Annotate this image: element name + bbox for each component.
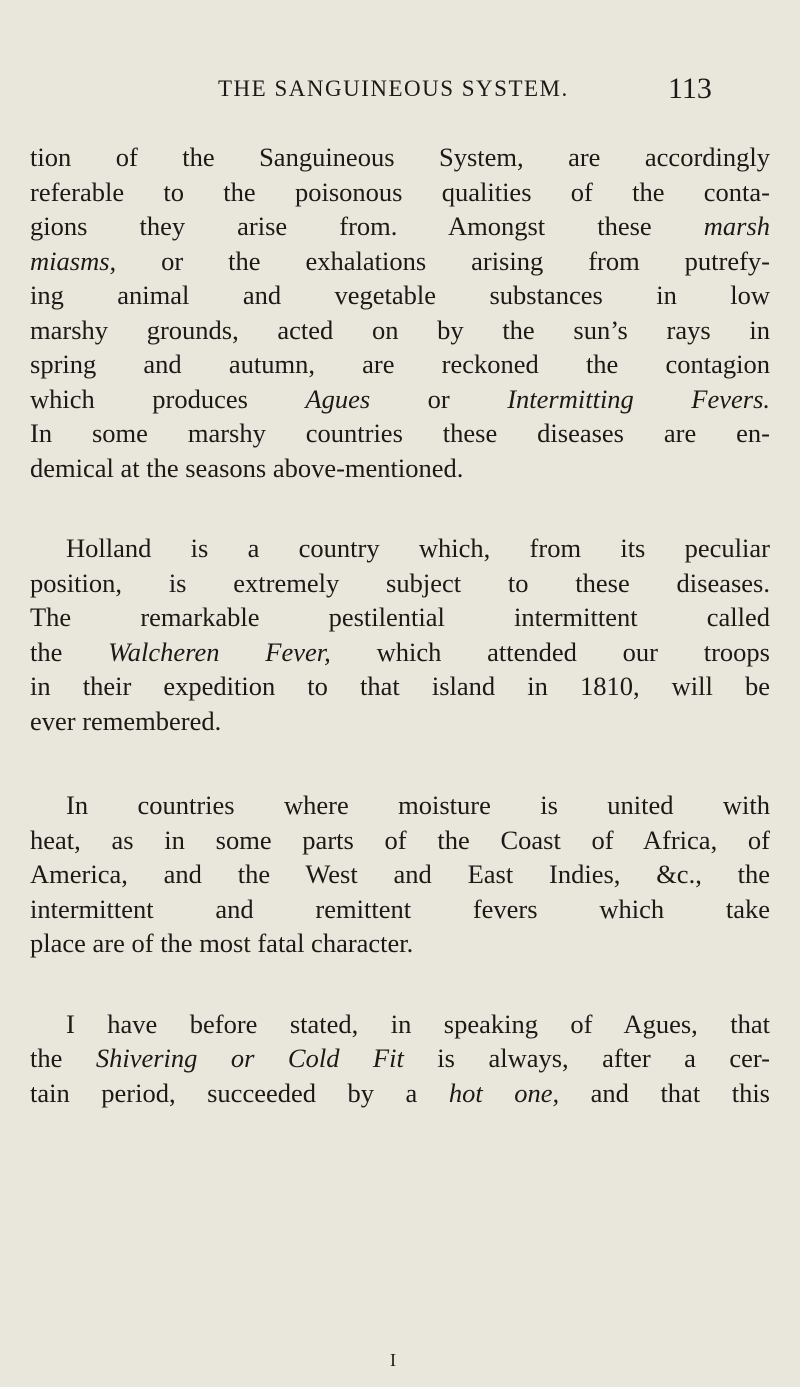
running-title: THE SANGUINEOUS SYSTEM. [218, 76, 569, 101]
text-line: marshy grounds, acted on by the sun’s rays in [30, 314, 770, 345]
text-line: ever remembered. [30, 705, 222, 736]
text-run: is always, after a cer- [437, 1043, 770, 1073]
text-run: tain period, succeeded by a [30, 1077, 418, 1108]
text-run: the [30, 1043, 63, 1073]
text-run: the [30, 636, 63, 667]
text-line [30, 1076, 770, 1111]
signature-mark: I [390, 1350, 396, 1370]
text-line: position, is extremely subject to these diseases. [30, 567, 770, 598]
text-run: and that this [590, 1077, 770, 1108]
italic-term: marsh [703, 211, 771, 241]
text-line: heat, as in some parts of the Coast of Africa, of [30, 824, 770, 855]
text-line [30, 382, 770, 417]
page-number: 113 [668, 72, 712, 105]
text-line [30, 209, 770, 244]
text-line: intermittent and remittent fevers which take [30, 893, 770, 924]
text-line: tion of the Sanguineous System, are accordingly [30, 142, 770, 172]
text-run: which attended our troops [376, 636, 770, 667]
text-line: Holland is a country which, from its peculiar [66, 533, 770, 563]
body-text [30, 140, 770, 1110]
text-line: America, and the West and East Indies, &c., the [30, 859, 770, 889]
italic-term: Intermitting Fevers. [507, 383, 771, 414]
italic-term: Agues [305, 383, 371, 414]
paragraph-1 [30, 140, 770, 485]
text-line [30, 1041, 770, 1076]
paragraph-3 [30, 788, 770, 961]
text-line: I have before stated, in speaking of Agues, that [66, 1008, 770, 1039]
text-line [30, 244, 770, 279]
italic-term: Shivering or Cold Fit [95, 1043, 404, 1073]
page-header [0, 72, 800, 116]
text-run: or the exhalations arising from putrefy- [161, 245, 771, 276]
italic-term: hot one, [448, 1077, 560, 1108]
text-line: in their expedition to that island in 1810, will be [30, 671, 770, 701]
text-line: referable to the poisonous qualities of the conta- [30, 176, 770, 207]
text-run: gions they arise from. Amongst these [30, 211, 652, 241]
text-line: ing animal and vegetable substances in low [30, 280, 770, 310]
text-line: In some marshy countries these diseases are en- [30, 418, 770, 448]
paragraph-4 [30, 1007, 770, 1111]
text-run: or [427, 383, 450, 414]
text-line: In countries where moisture is united with [66, 790, 770, 820]
text-line [30, 635, 770, 670]
text-line: place are of the most fatal character. [30, 928, 414, 958]
text-run: which produces [30, 383, 248, 414]
italic-term: miasms, [30, 245, 117, 276]
text-line: The remarkable pestilential intermittent called [30, 602, 770, 632]
text-line: spring and autumn, are reckoned the contagion [30, 349, 770, 379]
paragraph-2 [30, 531, 770, 738]
italic-term: Walcheren Fever, [108, 636, 331, 667]
text-line: demical at the seasons above-mentioned. [30, 452, 464, 483]
